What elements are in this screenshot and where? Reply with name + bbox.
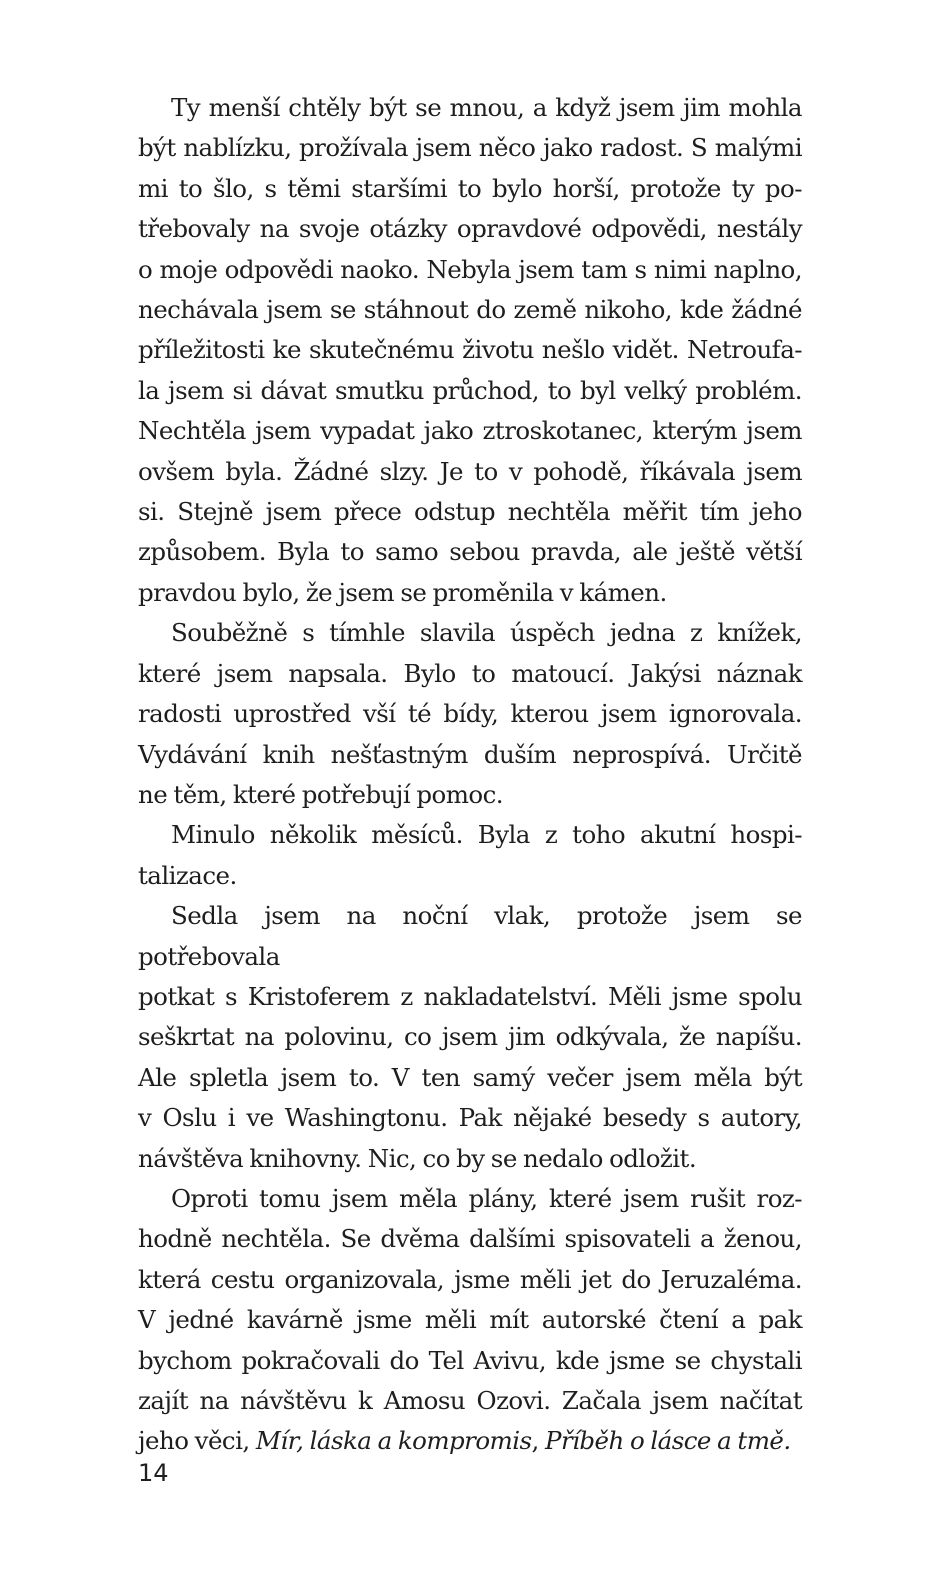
text-line: potkat s Kristoferem z nakladatelství. Měli jsme spolu — [138, 981, 802, 1011]
text-fragment: jeho věci, — [138, 1426, 256, 1456]
paragraph-1 — [138, 88, 802, 613]
text-line: o moje odpovědi naoko. Nebyla jsem tam s nimi naplno, — [138, 254, 802, 284]
text-line: radosti uprostřed vší té bídy, kterou jsem ignorovala. — [138, 699, 802, 729]
paragraph-3 — [138, 815, 802, 896]
text-line: způsobem. Byla to samo sebou pravda, ale ještě větší — [138, 537, 802, 567]
text-line: bychom pokračovali do Tel Avivu, kde jsme se chystali — [138, 1345, 802, 1375]
text-line: zajít na návštěvu k Amosu Ozovi. Začala jsem načítat — [138, 1386, 802, 1415]
text-line: být nablízku, prožívala jsem něco jako radost. S malými — [138, 133, 802, 163]
page-number: 14 — [138, 1459, 169, 1487]
text-line: třebovaly na svoje otázky opravdové odpovědi, nestály — [138, 214, 802, 244]
text-line: Ale spletla jsem to. V ten samý večer jsem měla být — [138, 1062, 802, 1092]
text-line: Nechtěla jsem vypadat jako ztroskotanec, kterým jsem — [138, 416, 802, 446]
text-line: Sedla jsem na noční vlak, protože jsem se potřebovala — [138, 901, 802, 971]
text-line: talizace. — [138, 860, 237, 890]
text-line: Souběžně s tímhle slavila úspěch jedna z knížek, — [171, 618, 802, 648]
text-line: Vydávání knih nešťastným duším neprospívá. Určitě — [138, 739, 802, 769]
text-fragment: . — [783, 1426, 791, 1456]
text-line: ovšem byla. Žádné slzy. Je to v pohodě, říkávala jsem — [138, 456, 802, 486]
text-line: příležitosti ke skutečnému životu nešlo vidět. Netroufa- — [138, 335, 802, 365]
text-line: Minulo několik měsíců. Byla z toho akutní hospi- — [171, 820, 802, 850]
text-line: ne těm, které potřebují pomoc. — [138, 779, 504, 809]
body-text — [138, 88, 802, 1462]
text-line: Oproti tomu jsem měla plány, které jsem rušit roz- — [171, 1183, 802, 1213]
text-line: která cestu organizovala, jsme měli jet do Jeruzaléma. — [138, 1264, 802, 1294]
text-line: V jedné kavárně jsme měli mít autorské čtení a pak — [138, 1305, 802, 1335]
paragraph-5 — [138, 1179, 802, 1462]
text-line: mi to šlo, s těmi staršími to bylo horší, protože ty po- — [138, 173, 802, 203]
paragraph-4 — [138, 896, 802, 1179]
text-line: si. Stejně jsem přece odstup nechtěla měřit tím jeho — [138, 497, 802, 527]
book-title: Příběh o lásce a tmě — [545, 1426, 784, 1456]
paragraph-2 — [138, 613, 802, 815]
text-line: hodně nechtěla. Se dvěma dalšími spisovateli a ženou, — [138, 1224, 802, 1254]
text-line: pravdou bylo, že jsem se proměnila v kámen. — [138, 577, 667, 607]
text-line-with-titles — [138, 1421, 802, 1461]
text-line: Ty menší chtěly být se mnou, a když jsem jim mohla — [171, 93, 802, 122]
text-line: návštěva knihovny. Nic, co by se nedalo odložit. — [138, 1143, 697, 1173]
text-fragment: , — [531, 1426, 546, 1456]
text-line: la jsem si dávat smutku průchod, to byl velký problém. — [138, 375, 802, 405]
text-line: seškrtat na polovinu, co jsem jim odkývala, že napíšu. — [138, 1022, 802, 1052]
text-line: které jsem napsala. Bylo to matoucí. Jakýsi náznak — [138, 658, 802, 688]
text-line: nechávala jsem se stáhnout do země nikoho, kde žádné — [138, 295, 802, 325]
text-line: v Oslu i ve Washingtonu. Pak nějaké besedy s autory, — [138, 1103, 802, 1133]
book-title: Mír, láska a kompromis — [255, 1426, 532, 1456]
